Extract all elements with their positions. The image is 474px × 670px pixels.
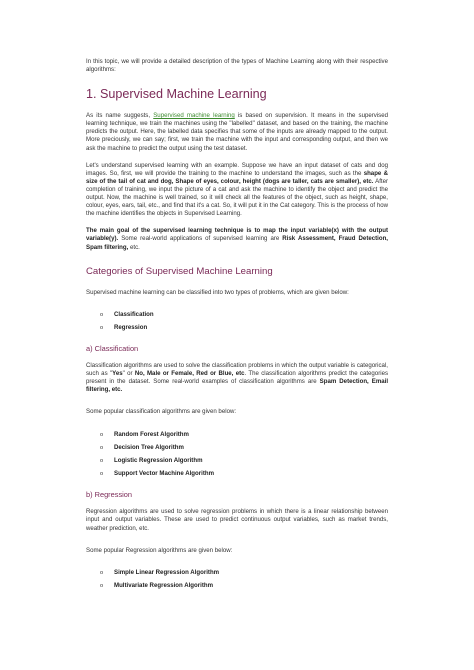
categories-paragraph: Supervised machine learning can be classified into two types of problems, which are given below: xyxy=(86,288,349,296)
list-item-label: Decision Tree Algorithm xyxy=(114,443,184,451)
bold-run: Spam Detection, Email filtering, etc. xyxy=(86,378,389,394)
regression-paragraph-1: Regression algorithms are used to solve regression problems in which there is a linear relationship between input and output variables. These are used to predict continuous output variables, such as market trends, weather prediction, etc. xyxy=(86,508,388,532)
classification-paragraph-1 xyxy=(86,362,388,394)
list-item xyxy=(100,470,388,478)
list-item-label: Simple Linear Regression Algorithm xyxy=(114,568,220,576)
text-run: Let's understand supervised learning with an example. Suppose we have an input dataset of cats and dog images. So, first, we will provide the training to the machine to understand the images, such as the xyxy=(86,161,388,177)
bullet-icon: o xyxy=(100,324,104,331)
bold-run: shape & size of the tail of cat and dog, Shape of eyes, colour, height (dogs are taller, cats are smaller), etc. xyxy=(86,169,388,185)
bullet-icon: o xyxy=(100,311,104,318)
list-item xyxy=(100,569,388,577)
regression-heading: b) Regression xyxy=(86,490,133,500)
bold-run: Yes xyxy=(112,370,123,378)
bold-run: No, Male or Female, Red or Blue, etc xyxy=(134,370,245,378)
text-run: As its name suggests, xyxy=(86,112,154,120)
bullet-icon: o xyxy=(100,569,104,576)
section-heading-supervised: 1. Supervised Machine Learning xyxy=(86,87,267,102)
list-item-label: Support Vector Machine Algorithm xyxy=(114,470,214,478)
text-run: Some real-world applications of supervised learning are xyxy=(118,235,283,243)
supervised-ml-link[interactable]: Supervised machine learning xyxy=(153,112,235,120)
list-item-label: Classification xyxy=(114,310,154,318)
list-item xyxy=(100,582,388,590)
list-item-label: Regression xyxy=(114,323,148,331)
text-run: . The classification algorithms predict the categories present in the dataset. Some real-world examples of classification algorithms are xyxy=(86,370,389,386)
bold-run: The main goal of the supervised learning technique is to map the input variable(x) with the output variable(y). xyxy=(86,227,388,243)
supervised-paragraph-2 xyxy=(86,162,388,219)
bullet-icon: o xyxy=(100,444,104,451)
bullet-icon: o xyxy=(100,582,104,589)
bold-run: Risk Assessment, Fraud Detection, Spam filtering, xyxy=(86,235,388,251)
list-item xyxy=(100,444,388,452)
text-run: Classification algorithms are used to solve the classification problems in which the output variable is categorical, such as " xyxy=(86,362,388,378)
list-item xyxy=(100,324,388,332)
list-item xyxy=(100,431,388,439)
bullet-icon: o xyxy=(100,457,104,464)
list-item xyxy=(100,311,388,319)
text-run: is based on supervision. It means in the supervised learning technique, we train the machines using the "labelled" dataset, and based on the training, the machine predicts the output. Here, the labelled data specifies that some of the inputs are already mapped to the output. More preciously, we can say; first, we train the machine with the input and corresponding output, and then we ask the machine to predict the output using the test dataset. xyxy=(86,112,388,152)
classification-list xyxy=(86,431,388,479)
bullet-icon: o xyxy=(100,471,104,478)
classification-paragraph-2: Some popular classification algorithms are given below: xyxy=(86,408,237,416)
categories-list xyxy=(86,311,388,332)
bullet-icon: o xyxy=(100,431,104,438)
supervised-paragraph-3 xyxy=(86,227,388,251)
intro-paragraph: In this topic, we will provide a detailed description of the types of Machine Learning along with their respective algorithms: xyxy=(86,58,388,74)
supervised-paragraph-1 xyxy=(86,112,388,152)
regression-list xyxy=(86,569,388,590)
list-item xyxy=(100,457,388,465)
classification-heading: a) Classification xyxy=(86,344,139,354)
text-run: etc. xyxy=(128,243,140,251)
list-item-label: Multivariate Regression Algorithm xyxy=(114,581,213,589)
list-item-label: Logistic Regression Algorithm xyxy=(114,456,203,464)
regression-paragraph-2: Some popular Regression algorithms are given below: xyxy=(86,546,233,554)
text-run: After completion of training, we input the picture of a cat and ask the machine to identify the object and predict the output. Now, the machine is well trained, so it will check all the features of the object, such as height, shape, colour, eyes, ears, tail, etc., and find that it's a cat. So, it will put it in the Cat category. This is the process of how the machine identifies the objects in Supervised Learning. xyxy=(86,177,388,218)
categories-heading: Categories of Supervised Machine Learning xyxy=(86,265,273,277)
list-item-label: Random Forest Algorithm xyxy=(114,430,189,438)
text-run: " or xyxy=(122,370,135,378)
